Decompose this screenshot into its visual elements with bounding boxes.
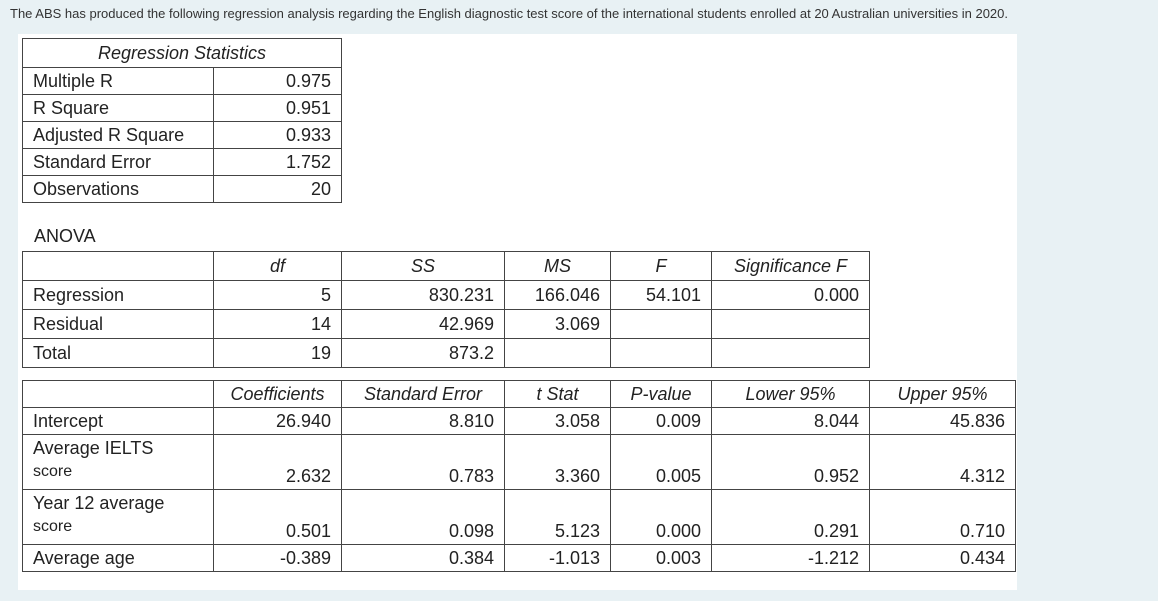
table-cell: 42.969 bbox=[342, 310, 505, 339]
stat-label: R Square bbox=[23, 95, 214, 122]
table-cell: 3.360 bbox=[505, 435, 611, 490]
row-label: Residual bbox=[23, 310, 214, 339]
header-cell: Lower 95% bbox=[712, 381, 870, 408]
table-cell: 5 bbox=[214, 281, 342, 310]
stat-value: 1.752 bbox=[214, 149, 342, 176]
table-cell: 873.2 bbox=[342, 339, 505, 368]
table-cell: 14 bbox=[214, 310, 342, 339]
stat-value: 0.951 bbox=[214, 95, 342, 122]
stat-label: Multiple R bbox=[23, 68, 214, 95]
row-label bbox=[23, 490, 214, 545]
stat-value: 20 bbox=[214, 176, 342, 203]
row-label-line2: score bbox=[33, 518, 73, 535]
header-cell: SS bbox=[342, 252, 505, 281]
table-cell bbox=[505, 339, 611, 368]
table-row bbox=[23, 68, 342, 95]
header-cell: P-value bbox=[611, 381, 712, 408]
regression-statistics-table bbox=[22, 38, 342, 203]
coefficients-table bbox=[22, 380, 1016, 572]
table-cell: 0.501 bbox=[214, 490, 342, 545]
table-row bbox=[23, 176, 342, 203]
table-cell: 0.710 bbox=[870, 490, 1016, 545]
stat-value: 0.975 bbox=[214, 68, 342, 95]
table-cell: 4.312 bbox=[870, 435, 1016, 490]
table-cell: 830.231 bbox=[342, 281, 505, 310]
anova-label: ANOVA bbox=[34, 226, 96, 246]
header-cell bbox=[23, 381, 214, 408]
table-cell: 0.098 bbox=[342, 490, 505, 545]
table-cell: 54.101 bbox=[611, 281, 712, 310]
table-cell: 0.000 bbox=[712, 281, 870, 310]
table-cell: 166.046 bbox=[505, 281, 611, 310]
table-row bbox=[23, 281, 870, 310]
table-cell: 3.069 bbox=[505, 310, 611, 339]
anova-table bbox=[22, 251, 870, 368]
row-label: Average age bbox=[23, 545, 214, 572]
header-cell: F bbox=[611, 252, 712, 281]
table-cell: -1.212 bbox=[712, 545, 870, 572]
row-label: Intercept bbox=[23, 408, 214, 435]
header-cell: Upper 95% bbox=[870, 381, 1016, 408]
regression-statistics-title: Regression Statistics bbox=[23, 39, 342, 68]
table-row bbox=[23, 490, 1016, 545]
row-label-line1: Average IELTS bbox=[33, 438, 154, 458]
header-cell: Standard Error bbox=[342, 381, 505, 408]
table-cell: 5.123 bbox=[505, 490, 611, 545]
table-cell: 8.044 bbox=[712, 408, 870, 435]
question-intro: The ABS has produced the following regression analysis regarding the English diagnostic test score of the international students enrolled at 20 Australian universities in 2020. bbox=[10, 6, 1008, 21]
regression-output-sheet bbox=[18, 34, 1017, 590]
table-cell: -1.013 bbox=[505, 545, 611, 572]
table-cell: 0.005 bbox=[611, 435, 712, 490]
table-cell: 0.003 bbox=[611, 545, 712, 572]
table-cell: 2.632 bbox=[214, 435, 342, 490]
header-cell bbox=[23, 252, 214, 281]
table-cell bbox=[611, 310, 712, 339]
table-cell: 0.291 bbox=[712, 490, 870, 545]
row-label bbox=[23, 435, 214, 490]
table-row bbox=[23, 149, 342, 176]
header-cell: Significance F bbox=[712, 252, 870, 281]
header-cell: t Stat bbox=[505, 381, 611, 408]
table-cell: 19 bbox=[214, 339, 342, 368]
table-cell: 0.384 bbox=[342, 545, 505, 572]
table-header-row bbox=[23, 381, 1016, 408]
table-row bbox=[23, 122, 342, 149]
table-cell: 3.058 bbox=[505, 408, 611, 435]
table-cell: 0.952 bbox=[712, 435, 870, 490]
header-cell: MS bbox=[505, 252, 611, 281]
table-row bbox=[23, 435, 1016, 490]
table-row bbox=[23, 339, 870, 368]
stat-label: Standard Error bbox=[23, 149, 214, 176]
stat-value: 0.933 bbox=[214, 122, 342, 149]
row-label-line1: Year 12 average bbox=[33, 493, 165, 513]
table-cell bbox=[712, 310, 870, 339]
table-cell: 0.434 bbox=[870, 545, 1016, 572]
table-cell bbox=[712, 339, 870, 368]
table-cell bbox=[611, 339, 712, 368]
table-cell: 0.783 bbox=[342, 435, 505, 490]
row-label-line2: score bbox=[33, 463, 73, 480]
table-cell: 8.810 bbox=[342, 408, 505, 435]
row-label: Regression bbox=[23, 281, 214, 310]
table-cell: 0.009 bbox=[611, 408, 712, 435]
table-row bbox=[23, 95, 342, 122]
stat-label: Observations bbox=[23, 176, 214, 203]
table-cell: 45.836 bbox=[870, 408, 1016, 435]
row-label: Total bbox=[23, 339, 214, 368]
table-cell: 0.000 bbox=[611, 490, 712, 545]
header-cell: Coefficients bbox=[214, 381, 342, 408]
table-row bbox=[23, 545, 1016, 572]
table-row bbox=[23, 310, 870, 339]
table-cell: -0.389 bbox=[214, 545, 342, 572]
stat-label: Adjusted R Square bbox=[23, 122, 214, 149]
table-row bbox=[23, 408, 1016, 435]
table-header-row bbox=[23, 252, 870, 281]
header-cell: df bbox=[214, 252, 342, 281]
table-cell: 26.940 bbox=[214, 408, 342, 435]
